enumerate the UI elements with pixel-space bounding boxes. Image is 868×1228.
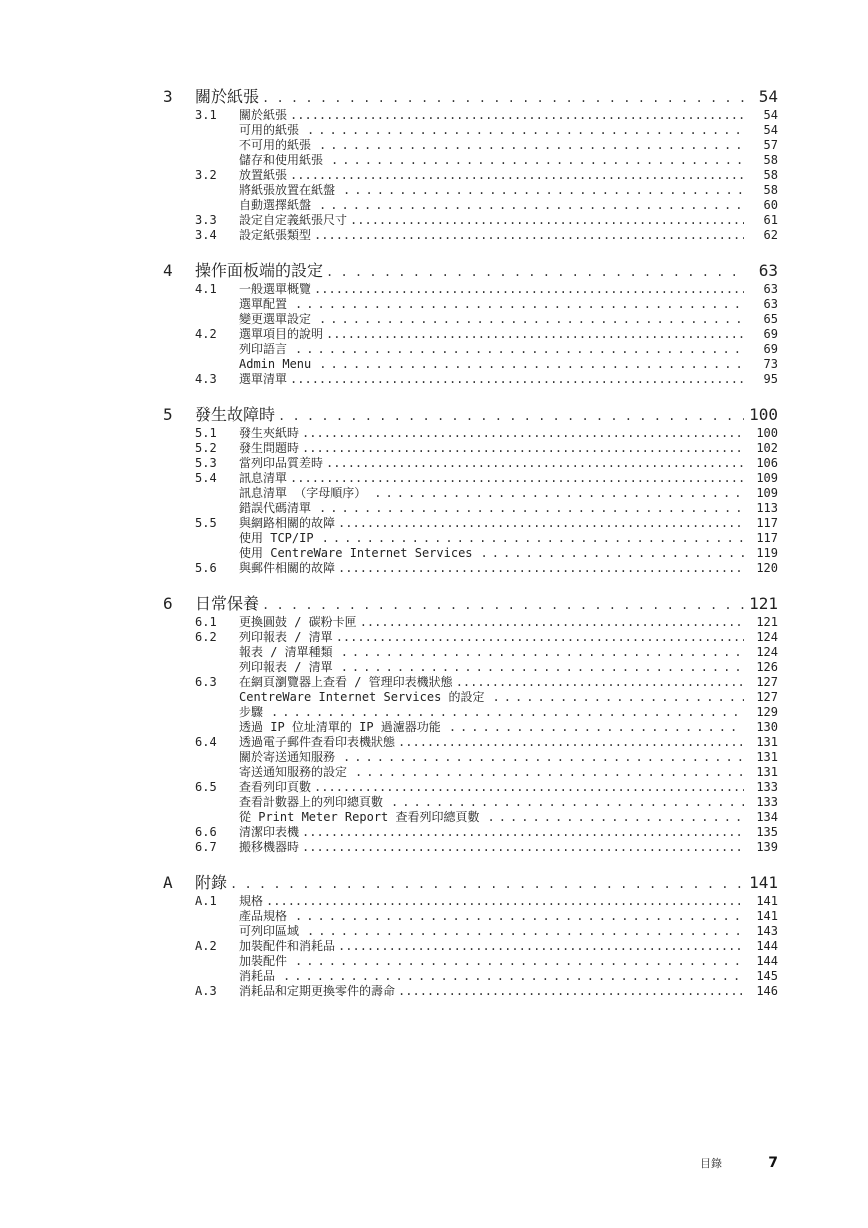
toc-subsection[interactable] (163, 198, 778, 213)
dot-leader (323, 153, 744, 168)
dot-leader (326, 456, 744, 471)
entry-page: 58 (763, 183, 778, 197)
toc-subsection[interactable] (163, 909, 778, 924)
entry-page: 58 (763, 153, 778, 167)
dot-leader (290, 168, 744, 183)
entry-page: 131 (756, 735, 778, 749)
chapter-page: 121 (749, 594, 778, 613)
entry-page: 102 (756, 441, 778, 455)
toc-chapter (163, 872, 778, 999)
entry-title: 發生夾紙時 (239, 426, 300, 440)
toc-chapter-heading[interactable] (163, 404, 778, 426)
dot-leader (480, 810, 745, 825)
entry-page: 109 (756, 486, 778, 500)
entry-title: 變更選單設定 (239, 312, 312, 326)
entry-page: 73 (763, 357, 778, 371)
toc-section[interactable] (163, 675, 778, 690)
dot-leader (302, 426, 744, 441)
entry-title: 儲存和使用紙張 (239, 153, 324, 167)
entry-page: 141 (756, 894, 778, 908)
entry-page: 126 (756, 660, 778, 674)
page-footer (700, 1155, 778, 1173)
dot-leader (456, 675, 744, 690)
chapter-number: 3 (163, 87, 173, 106)
toc-subsection[interactable] (163, 954, 778, 969)
entry-title: 關於紙張 (239, 108, 288, 122)
toc-section[interactable] (163, 282, 778, 297)
entry-title: 規格 (239, 894, 264, 908)
entry-title: 一般選單概覽 (239, 282, 312, 296)
chapter-number: A (163, 873, 173, 892)
entry-page: 144 (756, 954, 778, 968)
entry-title: 列印報表 / 清單 (239, 630, 333, 644)
entry-title: 查看列印頁數 (239, 780, 312, 794)
dot-leader (366, 486, 744, 501)
dot-leader (338, 516, 744, 531)
page-number: 7 (768, 1155, 778, 1171)
entry-page: 119 (756, 546, 778, 560)
entry-title: 查看計數器上的列印總頁數 (239, 795, 384, 809)
dot-leader (266, 894, 744, 909)
chapter-number: 5 (163, 405, 173, 424)
section-number: 5.4 (195, 471, 217, 485)
toc-subsection[interactable] (163, 969, 778, 984)
toc-subsection[interactable] (163, 705, 778, 720)
chapter-title: 附錄 (195, 873, 228, 892)
dot-leader (441, 720, 744, 735)
section-number: 5.2 (195, 441, 217, 455)
toc-chapter (163, 593, 778, 855)
entry-title: 將紙張放置在紙盤 (239, 183, 336, 197)
toc-subsection[interactable] (163, 297, 778, 312)
toc-chapter-heading[interactable] (163, 86, 778, 108)
entry-page: 130 (756, 720, 778, 734)
dot-leader (333, 645, 744, 660)
section-number: 5.6 (195, 561, 217, 575)
dot-leader (326, 261, 744, 282)
chapter-page: 63 (758, 261, 778, 280)
entry-title: 發生問題時 (239, 441, 300, 455)
dot-leader (311, 501, 744, 516)
entry-page: 95 (763, 372, 778, 386)
entry-title: 清潔印表機 (239, 825, 300, 839)
dot-leader (398, 735, 744, 750)
section-number: 3.3 (195, 213, 217, 227)
dot-leader (287, 909, 744, 924)
dot-leader (347, 765, 744, 780)
toc-subsection[interactable] (163, 810, 778, 825)
dot-leader (311, 357, 744, 372)
dot-leader (338, 561, 744, 576)
toc-subsection[interactable] (163, 342, 778, 357)
toc-section[interactable] (163, 561, 778, 576)
toc-section[interactable] (163, 372, 778, 387)
footer-label: 目錄 (700, 1157, 722, 1170)
toc-chapter-heading[interactable] (163, 593, 778, 615)
section-number: A.3 (195, 984, 217, 998)
toc-subsection[interactable] (163, 720, 778, 735)
entry-title: 消耗品 (239, 969, 276, 983)
entry-page: 121 (756, 615, 778, 629)
entry-title: 自動選擇紙盤 (239, 198, 312, 212)
dot-leader (335, 750, 744, 765)
dot-leader (314, 228, 744, 243)
entry-page: 57 (763, 138, 778, 152)
entry-title: 關於寄送通知服務 (239, 750, 336, 764)
dot-leader (230, 873, 744, 894)
entry-page: 127 (756, 675, 778, 689)
entry-page: 100 (756, 426, 778, 440)
toc-section[interactable] (163, 984, 778, 999)
entry-page: 141 (756, 909, 778, 923)
toc-chapter (163, 404, 778, 576)
section-number: A.2 (195, 939, 217, 953)
toc-section[interactable] (163, 939, 778, 954)
entry-page: 69 (763, 342, 778, 356)
entry-title: 錯誤代碼清單 (239, 501, 312, 515)
entry-page: 65 (763, 312, 778, 326)
section-number: 3.1 (195, 108, 217, 122)
entry-title: 選單項目的說明 (239, 327, 324, 341)
entry-title: 列印語言 (239, 342, 288, 356)
toc-section[interactable] (163, 630, 778, 645)
section-number: 6.7 (195, 840, 217, 854)
toc-chapter (163, 86, 778, 243)
dot-leader (278, 405, 744, 426)
entry-page: 146 (756, 984, 778, 998)
dot-leader (314, 780, 744, 795)
entry-page: 129 (756, 705, 778, 719)
dot-leader (335, 183, 744, 198)
toc-section[interactable] (163, 426, 778, 441)
dot-leader (290, 108, 744, 123)
entry-page: 144 (756, 939, 778, 953)
dot-leader (311, 138, 744, 153)
entry-title: 放置紙張 (239, 168, 288, 182)
entry-page: 135 (756, 825, 778, 839)
dot-leader (333, 660, 744, 675)
toc-subsection[interactable] (163, 312, 778, 327)
section-number: 5.3 (195, 456, 217, 470)
entry-page: 63 (763, 297, 778, 311)
toc-subsection[interactable] (163, 546, 778, 561)
dot-leader (262, 87, 744, 108)
entry-page: 58 (763, 168, 778, 182)
section-number: 5.5 (195, 516, 217, 530)
toc-subsection[interactable] (163, 183, 778, 198)
entry-title: CentreWare Internet Services 的設定 (239, 690, 485, 704)
toc-section[interactable] (163, 825, 778, 840)
section-number: 6.1 (195, 615, 217, 629)
entry-page: 139 (756, 840, 778, 854)
chapter-title: 操作面板端的設定 (195, 261, 324, 280)
entry-page: 60 (763, 198, 778, 212)
chapter-title: 發生故障時 (195, 405, 276, 424)
toc-subsection[interactable] (163, 660, 778, 675)
entry-title: 設定自定義紙張尺寸 (239, 213, 348, 227)
toc-section[interactable] (163, 894, 778, 909)
section-number: A.1 (195, 894, 217, 908)
dot-leader (287, 954, 744, 969)
toc-section[interactable] (163, 735, 778, 750)
entry-title: 選單清單 (239, 372, 288, 386)
chapter-number: 6 (163, 594, 173, 613)
entry-page: 69 (763, 327, 778, 341)
entry-page: 117 (756, 516, 778, 530)
dot-leader (287, 297, 744, 312)
section-number: 6.5 (195, 780, 217, 794)
entry-page: 124 (756, 645, 778, 659)
chapter-page: 54 (758, 87, 778, 106)
toc-subsection[interactable] (163, 531, 778, 546)
entry-page: 131 (756, 765, 778, 779)
dot-leader (383, 795, 744, 810)
toc-section[interactable] (163, 327, 778, 342)
dot-leader (338, 939, 744, 954)
entry-page: 133 (756, 780, 778, 794)
section-number: 3.4 (195, 228, 217, 242)
toc-subsection[interactable] (163, 153, 778, 168)
toc-subsection[interactable] (163, 765, 778, 780)
entry-title: 透過電子郵件查看印表機狀態 (239, 735, 396, 749)
entry-page: 54 (763, 123, 778, 137)
dot-leader (473, 546, 744, 561)
entry-title: 訊息清單 (239, 471, 288, 485)
dot-leader (287, 342, 744, 357)
entry-title: 與郵件相關的故障 (239, 561, 336, 575)
toc-section[interactable] (163, 780, 778, 795)
toc-subsection[interactable] (163, 795, 778, 810)
entry-title: 步驟 (239, 705, 264, 719)
toc-section[interactable] (163, 615, 778, 630)
dot-leader (262, 594, 744, 615)
dot-leader (360, 615, 744, 630)
entry-title: 加裝配件和消耗品 (239, 939, 336, 953)
section-number: 4.2 (195, 327, 217, 341)
toc-section[interactable] (163, 441, 778, 456)
dot-leader (299, 924, 744, 939)
chapter-page: 141 (749, 873, 778, 892)
entry-page: 134 (756, 810, 778, 824)
entry-title: 從 Print Meter Report 查看列印總頁數 (239, 810, 480, 824)
entry-title: 更換圓鼓 / 碳粉卡匣 (239, 615, 357, 629)
entry-title: Admin Menu (239, 357, 312, 371)
entry-title: 訊息清單 （字母順序） (239, 486, 367, 500)
dot-leader (302, 825, 744, 840)
dot-leader (314, 531, 744, 546)
chapter-number: 4 (163, 261, 173, 280)
toc-section[interactable] (163, 213, 778, 228)
dot-leader (336, 630, 744, 645)
entry-page: 54 (763, 108, 778, 122)
dot-leader (398, 984, 744, 999)
section-number: 4.3 (195, 372, 217, 386)
entry-title: 不可用的紙張 (239, 138, 312, 152)
section-number: 6.2 (195, 630, 217, 644)
dot-leader (302, 840, 744, 855)
entry-page: 131 (756, 750, 778, 764)
dot-leader (350, 213, 744, 228)
dot-leader (290, 372, 744, 387)
section-number: 6.6 (195, 825, 217, 839)
entry-page: 133 (756, 795, 778, 809)
entry-page: 120 (756, 561, 778, 575)
section-number: 3.2 (195, 168, 217, 182)
toc-subsection[interactable] (163, 357, 778, 372)
toc-chapter-heading[interactable] (163, 872, 778, 894)
entry-page: 145 (756, 969, 778, 983)
entry-title: 當列印品質差時 (239, 456, 324, 470)
dot-leader (311, 312, 744, 327)
entry-title: 產品規格 (239, 909, 288, 923)
entry-page: 117 (756, 531, 778, 545)
toc-section[interactable] (163, 516, 778, 531)
entry-title: 搬移機器時 (239, 840, 300, 854)
toc-subsection[interactable] (163, 501, 778, 516)
toc-chapter (163, 260, 778, 387)
toc-subsection[interactable] (163, 645, 778, 660)
entry-title: 在網頁瀏覽器上查看 / 管理印表機狀態 (239, 675, 453, 689)
toc-subsection[interactable] (163, 486, 778, 501)
entry-title: 加裝配件 (239, 954, 288, 968)
dot-leader (311, 198, 744, 213)
dot-leader (326, 327, 744, 342)
chapter-title: 日常保養 (195, 594, 260, 613)
dot-leader (290, 471, 744, 486)
toc-section[interactable] (163, 168, 778, 183)
entry-title: 選單配置 (239, 297, 288, 311)
dot-leader (263, 705, 744, 720)
entry-title: 可用的紙張 (239, 123, 300, 137)
entry-page: 109 (756, 471, 778, 485)
entry-page: 62 (763, 228, 778, 242)
entry-title: 使用 CentreWare Internet Services (239, 546, 473, 560)
toc-subsection[interactable] (163, 690, 778, 705)
dot-leader (299, 123, 744, 138)
section-number: 4.1 (195, 282, 217, 296)
entry-title: 寄送通知服務的設定 (239, 765, 348, 779)
toc-section[interactable] (163, 228, 778, 243)
toc-section[interactable] (163, 108, 778, 123)
entry-title: 與網路相關的故障 (239, 516, 336, 530)
entry-title: 報表 / 清單種類 (239, 645, 333, 659)
toc-subsection[interactable] (163, 924, 778, 939)
section-number: 5.1 (195, 426, 217, 440)
dot-leader (485, 690, 744, 705)
section-number: 6.3 (195, 675, 217, 689)
entry-page: 113 (756, 501, 778, 515)
entry-title: 透過 IP 位址清單的 IP 過濾器功能 (239, 720, 441, 734)
entry-title: 消耗品和定期更換零件的壽命 (239, 984, 396, 998)
toc-subsection[interactable] (163, 750, 778, 765)
entry-page: 143 (756, 924, 778, 938)
entry-page: 61 (763, 213, 778, 227)
entry-title: 使用 TCP/IP (239, 531, 314, 545)
toc-section[interactable] (163, 456, 778, 471)
entry-page: 127 (756, 690, 778, 704)
entry-page: 63 (763, 282, 778, 296)
toc-subsection[interactable] (163, 138, 778, 153)
entry-page: 106 (756, 456, 778, 470)
toc-chapter-heading[interactable] (163, 260, 778, 282)
dot-leader (275, 969, 744, 984)
entry-page: 124 (756, 630, 778, 644)
section-number: 6.4 (195, 735, 217, 749)
dot-leader (314, 282, 744, 297)
entry-title: 設定紙張類型 (239, 228, 312, 242)
toc-subsection[interactable] (163, 123, 778, 138)
entry-title: 可列印區域 (239, 924, 300, 938)
chapter-page: 100 (749, 405, 778, 424)
toc-section[interactable] (163, 471, 778, 486)
entry-title: 列印報表 / 清單 (239, 660, 333, 674)
dot-leader (302, 441, 744, 456)
toc-section[interactable] (163, 840, 778, 855)
chapter-title: 關於紙張 (195, 87, 260, 106)
table-of-contents (163, 86, 778, 1016)
